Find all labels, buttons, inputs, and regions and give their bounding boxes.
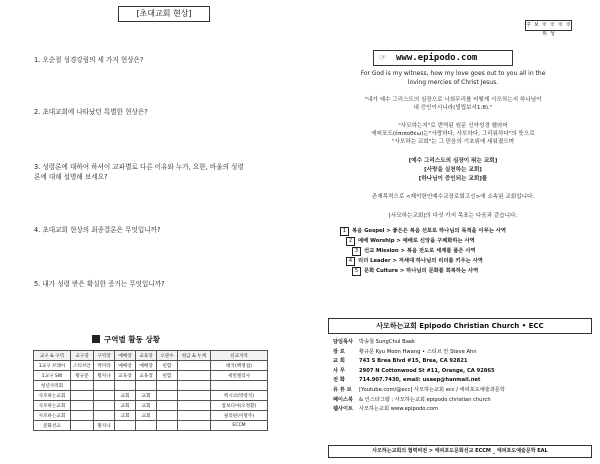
schedule-cell: 세빈엘리사 <box>211 371 268 381</box>
schedule-cell <box>115 421 136 431</box>
question-3-line-2: 론에 대해 설명해 보세요? <box>34 173 108 181</box>
schedule-cell <box>71 401 94 411</box>
schedule-cell: 필리핀(이명주) <box>211 411 268 421</box>
schedule-row <box>34 371 268 381</box>
schedule-cell <box>178 371 211 381</box>
schedule-cell: 사모하는교회 <box>34 411 71 421</box>
motto-1: [예수 그리스도의 심장이 뛰는 교회] <box>408 158 498 164</box>
verse-english-line-1: For God is my witness, how my love goes out to you all in the <box>360 70 546 77</box>
greek-explanation-line-3: "사모하는 교회"는 그 믿음의 기초위에 세워졌으며 <box>391 139 515 145</box>
schedule-cell <box>157 401 178 411</box>
header-cell: 구역장 <box>94 351 115 361</box>
schedule-table <box>33 350 268 431</box>
schedule-cell: 교회 <box>115 411 136 421</box>
schedule-cell: 사모하는교회 <box>34 391 71 401</box>
info-website: 웹사이트 사모하는교회 www.epipodo.com <box>333 406 439 413</box>
goal-item: 5 문화 Culture > 하나님의 문화를 회복하는 사역 <box>340 266 580 276</box>
schedule-cell: 교회 <box>136 401 157 411</box>
schedule-header-row <box>34 351 268 361</box>
church-info <box>333 338 593 415</box>
schedule-cell: 청년사역회 <box>34 381 71 391</box>
schedule-cell: 교회 <box>136 411 157 421</box>
header-cell: 교육장 <box>136 351 157 361</box>
motto-2: [사랑을 실천하는 교회] <box>424 167 482 173</box>
header-cell: 오관수 <box>157 351 178 361</box>
header-cell: 교구장 <box>71 351 94 361</box>
schedule-cell: 교육장 <box>115 371 136 381</box>
goal-item: 3 선교 Mission > 복음 전도로 세계를 품은 사역 <box>340 246 580 256</box>
page-title: [초대교회 현상] <box>118 6 210 22</box>
question-5: 5. 내가 성령 받은 확실한 증거는 무엇입니까? <box>34 280 165 288</box>
schedule-cell <box>178 401 211 411</box>
schedule-cell: 박미라 <box>94 361 115 371</box>
info-church-address: 교 회 743 S Brea Blvd #15, Brea, CA 92821 <box>333 358 468 365</box>
info-youtube: 유 튜 브 [Youtube.com/@ecc] 사모하는교회 ecc / 에피포도예술과문학 <box>333 386 505 393</box>
goal-item: 1 복음 Gospel > 좋은은 복음 선포로 하나님의 목적을 이루는 사역 <box>340 226 580 236</box>
header-cell: 헌금 & 누계 <box>178 351 211 361</box>
verse-english-line-2: loving mercies of Christ Jesus. <box>407 79 499 86</box>
motto-3: [하나님이 증인되는 교회]를 <box>418 176 488 182</box>
schedule-cell: 문화선교 <box>34 421 71 431</box>
purpose-line: 존재목적으로 <제이한인예수교장로회고신>에 소속된 교회입니다. <box>371 194 535 200</box>
schedule-cell: 헌합 <box>157 371 178 381</box>
schedule-row <box>34 411 268 421</box>
schedule-cell: 예배장 <box>115 361 136 371</box>
schedule-cell <box>178 391 211 401</box>
click-pointer-icon: ☞ <box>379 53 387 62</box>
schedule-cell: 멕시코(박영석) <box>211 391 268 401</box>
schedule-cell: 교회 <box>115 401 136 411</box>
greek-explanation-line-2: 에피포도(ἐπιποθέω)는"사랑하다, 사모하다, 그리워하다"의 뜻으로 <box>371 131 535 137</box>
schedule-cell <box>71 421 94 431</box>
schedule-cell <box>178 361 211 371</box>
greek-explanation-line-1: "사모하는지"로 번역된 원문 신약성경 헬라어 <box>398 123 508 129</box>
question-1: 1. 오순절 성경강림의 세 가지 현상은? <box>34 56 144 64</box>
schedule-row <box>34 391 268 401</box>
vision-banner: 사모하는교회의 협력비전 > 에피포도문화선교 ECCM _ 에피포도예술문학 EAL <box>328 445 592 458</box>
website-link[interactable]: www.epipodo.com <box>396 53 478 63</box>
schedule-row <box>34 421 268 431</box>
goal-item: 4 리더 Leader > 저세대 하나님의 리더를 키우는 사역 <box>340 256 580 266</box>
goals-intro: [사모하는교회]의 다섯 가지 목표는 다음과 같습니다. <box>388 213 518 219</box>
question-4: 4. 초대교회 현상의 최종결론은 무엇입니까? <box>34 226 161 234</box>
website-banner[interactable] <box>373 50 513 66</box>
question-3-line-1: 3. 성령론에 대하여 하셔이 교파별로 다른 이유와 누가, 요한, 바울의 성령 <box>34 163 244 171</box>
schedule-cell <box>94 411 115 421</box>
schedule-cell: 스티브안 <box>71 361 94 371</box>
schedule-cell: 캄보디아(오정환) <box>211 401 268 411</box>
schedule-cell <box>71 411 94 421</box>
question-2: 2. 초대교회에 나타났던 특별한 현상은? <box>34 108 148 116</box>
schedule-cell: 교회 <box>115 391 136 401</box>
schedule-cell: 황지나 <box>94 421 115 431</box>
schedule-cell <box>178 421 211 431</box>
schedule-cell <box>178 381 211 391</box>
schedule-cell <box>178 411 211 421</box>
header-cell: 선교지역 <box>211 351 268 361</box>
schedule-cell <box>157 421 178 431</box>
header-cell: 교구 & 구역 <box>34 351 71 361</box>
info-elders: 장 로 황규문 Kyu Moon Hwang • 스티브 안 Steve Ahn <box>333 348 477 355</box>
schedule-cell: 황규문 <box>71 371 94 381</box>
bulletin-tag: 주 보 ※ ※ ※ ※ 위 성 <box>526 22 571 37</box>
verse-korean-line-2: 내 증인이시니라(빌립보서1:8)." <box>413 105 493 111</box>
schedule-cell: 헌합 <box>157 361 178 371</box>
schedule-title-text: 구역별 활동 상황 <box>104 335 160 344</box>
schedule-cell <box>94 401 115 411</box>
schedule-cell <box>136 381 157 391</box>
schedule-cell: 태국(백명섭) <box>211 361 268 371</box>
schedule-row <box>34 361 268 371</box>
schedule-cell: 1교구 SW <box>34 371 71 381</box>
info-office-address: 사 무 2907 N Cottonwood St #11, Orange, CA 92865 <box>333 367 495 374</box>
schedule-cell <box>71 391 94 401</box>
info-phone-email: 전 화 714.907.7430, email: usaep@hanmail.net <box>333 377 481 384</box>
verse-korean-line-1: "내가 예수 그리스도의 심장으로 너희무리를 어떻게 사모하는지 하나님이 <box>364 97 542 103</box>
schedule-cell: 황지나 <box>94 371 115 381</box>
info-facebook: 페이스북 & 인스타그램 : 사모하는교회 epipodo christian church <box>333 396 491 403</box>
schedule-cell <box>94 381 115 391</box>
schedule-cell: 교회 <box>136 391 157 401</box>
header-cell: 예배장 <box>115 351 136 361</box>
schedule-cell <box>94 391 115 401</box>
schedule-cell <box>71 381 94 391</box>
schedule-title <box>92 334 160 345</box>
schedule-cell: 1교구 브레아 <box>34 361 71 371</box>
church-name-banner: 사모하는교회 Epipodo Christian Church • ECC <box>328 318 592 334</box>
schedule-cell: 사모하는교회 <box>34 401 71 411</box>
schedule-cell <box>115 381 136 391</box>
schedule-row <box>34 401 268 411</box>
schedule-cell <box>211 381 268 391</box>
schedule-cell <box>157 381 178 391</box>
schedule-cell <box>136 421 157 431</box>
schedule-cell <box>157 411 178 421</box>
schedule-row <box>34 381 268 391</box>
schedule-cell <box>157 391 178 401</box>
schedule-cell: ECCM <box>211 421 268 431</box>
schedule-cell: 예배장 <box>136 361 157 371</box>
goal-list <box>340 226 580 276</box>
schedule-cell: 교육장 <box>136 371 157 381</box>
info-pastor: 담임목사 박송철 SungChul Baek <box>333 339 416 345</box>
square-bullet-icon <box>92 335 100 343</box>
goal-item: 2 예배 Worship > 예배로 신앙을 구체화하는 사역 <box>340 236 580 246</box>
